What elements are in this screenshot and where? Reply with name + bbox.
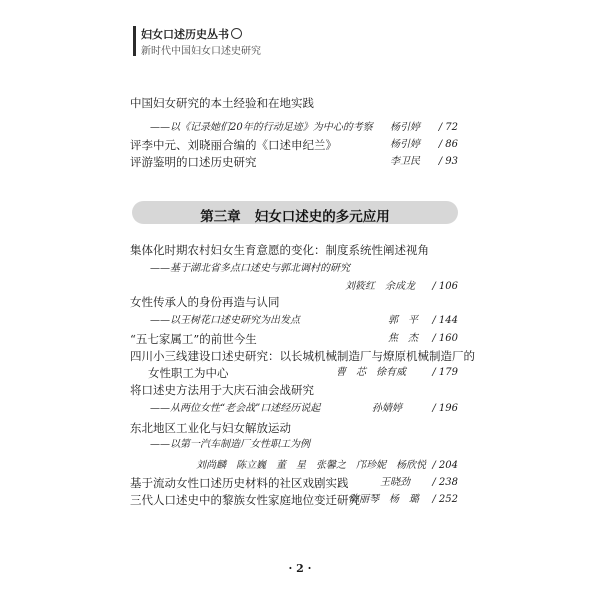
toc-entry-title: 女性职工为中心 xyxy=(148,366,229,380)
toc-entry-page: / 204 xyxy=(432,460,458,471)
chapter-label: 第三章 xyxy=(200,209,241,225)
toc-entry-author: 李卫民 xyxy=(390,156,420,167)
chapter-banner xyxy=(132,201,458,224)
chapter-heading xyxy=(132,205,458,225)
toc-entry-subtitle: ——以第一汽车制造厂女性职工为例 xyxy=(150,439,310,450)
series-subtitle: 新时代中国妇女口述史研究 xyxy=(141,46,261,57)
toc-entry-page: / 179 xyxy=(432,367,458,378)
toc-entry-author: 杨引婷 xyxy=(390,122,420,133)
toc-entry-page: / 196 xyxy=(432,403,458,414)
toc-entry-author: 陈丽琴 杨 璐 xyxy=(349,494,419,505)
toc-entry-page: / 72 xyxy=(438,122,458,133)
toc-entry-author: 孙婧婷 xyxy=(372,403,402,414)
toc-entry-page: / 86 xyxy=(438,139,458,150)
toc-entry-title: “五七家属工”的前世今生 xyxy=(130,332,257,346)
toc-entry-title: 中国妇女研究的本土经验和在地实践 xyxy=(130,96,314,110)
toc-entry-author: 杨引婷 xyxy=(390,139,420,150)
toc-entry-page: / 252 xyxy=(432,494,458,505)
series-emblem-icon xyxy=(231,28,242,39)
chapter-title: 妇女口述史的多元应用 xyxy=(254,209,390,225)
toc-entry-author: 焦 杰 xyxy=(388,333,418,344)
toc-entry-title: 东北地区工业化与妇女解放运动 xyxy=(130,421,291,435)
toc-entry-page: / 160 xyxy=(432,333,458,344)
toc-entry-title: 三代人口述史中的黎族女性家庭地位变迁研究 xyxy=(130,493,360,507)
toc-entry-title: 四川小三线建设口述史研究：以长城机械制造厂与燎原机械制造厂的 xyxy=(130,349,475,363)
toc-entry-title: 基于流动女性口述历史材料的社区戏剧实践 xyxy=(130,476,349,490)
toc-entry-title: 评游鉴明的口述历史研究 xyxy=(130,155,257,169)
header-bar xyxy=(133,26,136,56)
toc-entry-author: 王晓劲 xyxy=(380,477,410,488)
toc-entry-subtitle: ——以王树花口述史研究为出发点 xyxy=(150,315,300,326)
toc-entry-title: 集体化时期农村妇女生育意愿的变化：制度系统性阐述视角 xyxy=(130,243,429,257)
toc-entry-page: / 144 xyxy=(432,315,458,326)
toc-entry-page: / 238 xyxy=(432,477,458,488)
toc-entry-author: 刘尚麟 陈立巍 董 星 张馨之 邝珍妮 杨欣悦 xyxy=(196,460,426,471)
toc-entry-title: 女性传承人的身份再造与认同 xyxy=(130,295,280,309)
toc-entry-title: 评李中元、刘晓丽合编的《口述申纪兰》 xyxy=(130,138,337,152)
series-title: 妇女口述历史丛书 xyxy=(141,26,242,42)
toc-entry-title: 将口述史方法用于大庆石油会战研究 xyxy=(130,383,314,397)
toc-entry-subtitle: ——从两位女性“老会战”口述经历说起 xyxy=(150,403,321,414)
toc-entry-subtitle: ——基于湖北省多点口述史与郭北调村的研究 xyxy=(150,263,350,274)
page-number: · 2 · xyxy=(288,562,312,575)
toc-entry-author: 曹 芯 徐有威 xyxy=(336,367,406,378)
toc-entry-page: / 106 xyxy=(432,281,458,292)
toc-entry-author: 刘筱红 余成龙 xyxy=(345,281,415,292)
toc-entry-page: / 93 xyxy=(438,156,458,167)
toc-entry-author: 郭 平 xyxy=(388,315,418,326)
toc-entry-subtitle: ——以《记录她们20年的行动足迹》为中心的考察 xyxy=(150,122,373,133)
